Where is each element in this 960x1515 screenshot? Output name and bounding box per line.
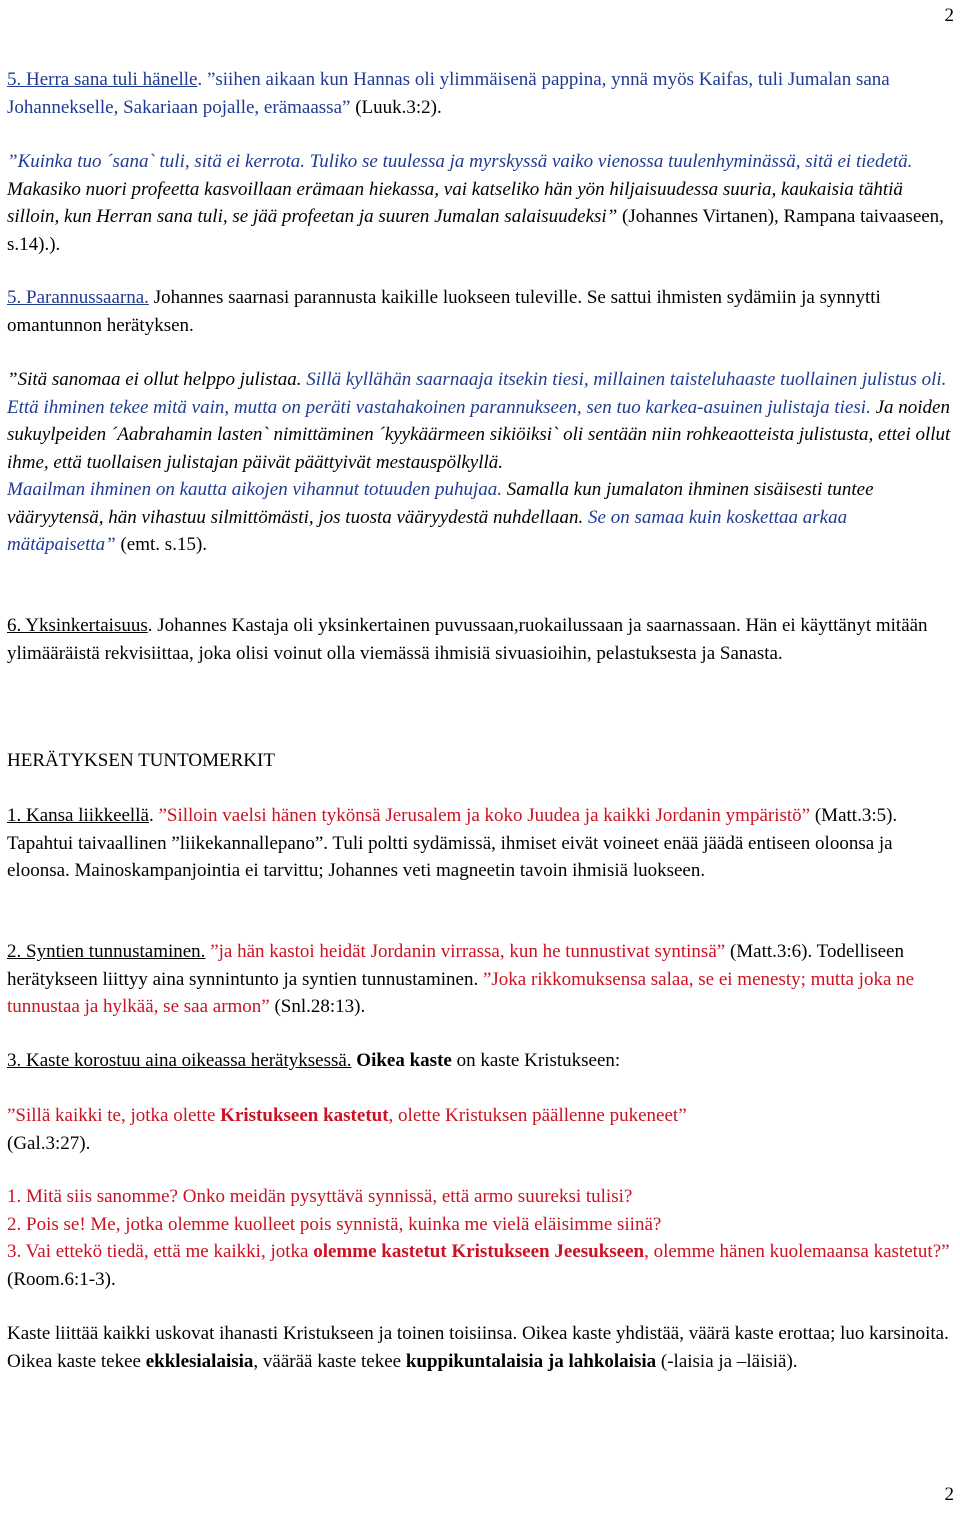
paragraph-herra-sana [7,66,955,121]
heading-dot-2: . [148,805,154,826]
text-syntien-tunnustaminen: (Matt.3:6). Todelliseen herätykseen liittyy aina synnintunto ja syntien tunnustaminen. [7,941,904,990]
ref-emt: (emt. s.15). [115,534,208,555]
quote-sita-sanomaa: ”Sitä sanomaa ei ollut helppo julistaa. [7,369,302,390]
ref-room: (Room.6:1-3). [7,1268,116,1290]
ref-virtanen: (Johannes Virtanen), Rampana taivaaseen, s.14).). [7,206,944,255]
room-line-1: 1. Mitä siis sanomme? Onko meidän pysyttävä synnissä, että armo suureksi tulisi? [7,1186,633,1207]
quote-matt-3-5: ”Silloin vaelsi hänen tykönsä Jerusalem ja koko Juudea ja kaikki Jordanin ympäristö” [153,805,811,826]
paragraph-room-quote [7,1183,955,1293]
paragraph-kaste [7,1047,955,1075]
quote-samalla-kun: Samalla kun jumalaton ihminen sisäisesti tuntee vääryytensä, hän vihastuu silmittömästi, jos tuosta vääryydestä nuhdellaan. [7,479,874,528]
heading-syntien-tunnustaminen: 2. Syntien tunnustaminen. [7,941,206,962]
quote-luuk: ”siihen aikaan kun Hannas oli ylimmäisenä pappina, ynnä myös Kaifas, tuli Jumalan sana Johannekselle, Sakariaan pojalle, erämaassa” [7,69,890,118]
paragraph-sanoma-quote [7,366,955,559]
quote-makasiko: Makasiko nuori profeetta kasvoillaan erämaan hiekassa, vai katseliko hän yön hiljaisuudessa suuria, kaukaisia tähtiä silloin, kun Herran sana tuli, se jää profeetan ja suuren Jumalan salaisuudeksi” [7,178,903,227]
room-line-3c: , olemme hänen kuolemaansa kastetut?” [644,1241,950,1262]
text-kansa-liikkeella: (Matt.3:5). Tapahtui taivaallinen ”liikekannallepano”. Tuli poltti sydämissä, ihmiset eivät voineet enää jäädä entiseen oloonsa ja eloonsa. Mainoskampanjointia ei tarvittu; Johannes veti magneetin tavoin ihmisiä luokseen. [7,805,898,881]
text-vaaraa-kaste: , väärää kaste tekee [253,1350,406,1372]
text-parannussaarna: Johannes saarnasi parannusta kaikille luokseen tuleville. Se sattui ihmisten sydämiin ja synnytti omantunnon herätyksen. [7,287,881,336]
ref-snl: (Snl.28:13). [269,996,366,1017]
quote-ja-noiden: Ja noiden sukuylpeiden ´Aabrahamin lasten` nimittäminen ´kyykäärmeen sikiöiksi` oli sentään niin rohkeaotteista julistusta, ettei ollut ihme, että tuollaisen julistajan päivät päättyivät mestauspölkyllä. [7,396,951,473]
heading-kaste: 3. Kaste korostuu aina oikeassa herätyksessä. [7,1050,352,1071]
quote-matt-3-6: ”ja hän kastoi heidät Jordanin virrassa, kun he tunnustivat syntinsä” [205,941,726,962]
heading-kansa-liikkeella: 1. Kansa liikkeellä [7,805,149,826]
page-number-top: 2 [944,5,954,26]
heading-dot: . [197,69,203,90]
quote-maailman-ihminen: Maailman ihminen on kautta aikojen vihannut totuuden puhujaa. [7,479,502,500]
text-oikea-kaste: Oikea kaste [356,1050,452,1071]
paragraph-gal-quote [7,1102,955,1157]
quote-silla-kyllahan: Sillä kyllähän saarnaaja itsekin tiesi, millainen taisteluhaaste tuollainen julistus oli. Että ihminen tekee mitä vain, mutta on peräti vastahakoinen parannukseen, sen tuo karkea-asuinen julistaja tiesi. [7,369,947,418]
ref-gal: (Gal.3:27). [7,1132,91,1154]
section-heading: HERÄTYKSEN TUNTOMERKIT [7,750,275,771]
paragraph-virtanen-quote [7,148,955,258]
room-line-3a: 3. Vai ettekö tiedä, että me kaikki, jotka [7,1241,314,1262]
heading-herra-sana: 5. Herra sana tuli hänelle [7,69,198,90]
page-number-bottom: 2 [944,1484,954,1505]
text-kaste-liittaa: Kaste liittää kaikki uskovat ihanasti Kristukseen ja toinen toisiinsa. Oikea kaste yhdistää, väärä kaste erottaa; luo karsinoita. Oikea kaste tekee [7,1323,949,1372]
text-ekklesialaisia: ekklesialaisia [145,1350,254,1372]
room-line-2: 2. Pois se! Me, jotka olemme kuolleet pois synnistä, kuinka me vielä eläisimme siinä? [7,1213,662,1235]
paragraph-syntien-tunnustaminen [7,938,955,1021]
quote-gal-end: , olette Kristuksen päällenne pukeneet” [388,1105,687,1126]
text-kuppikuntalaisia: kuppikuntalaisia ja lahkolaisia [405,1350,657,1372]
heading-parannussaarna: 5. Parannussaarna. [7,287,149,308]
text-laisia: (-laisia ja –läisiä). [656,1350,798,1372]
room-line-3b: olemme kastetut Kristukseen Jeesukseen [313,1241,645,1262]
quote-kuinka: ”Kuinka tuo ´sana` tuli, sitä ei kerrota. Tuliko se tuulessa ja myrskyssä vaiko vienossa tuulenhyminässä, sitä ei tiedetä. [7,151,913,172]
quote-se-on-samaa: Se on samaa kuin koskettaa arkaa mätäpaisetta” [7,506,848,555]
heading-yksinkertaisuus: 6. Yksinkertaisuus [7,615,148,636]
text-kaste-kristukseen: on kaste Kristukseen: [451,1050,621,1071]
paragraph-yksinkertaisuus [7,612,955,667]
quote-gal-start: ”Sillä kaikki te, jotka olette [7,1105,221,1126]
paragraph-parannussaarna [7,284,955,339]
paragraph-kaste-liittaa [7,1320,955,1375]
text-yksinkertaisuus: . Johannes Kastaja oli yksinkertainen puvussaan,ruokailussaan ja saarnassaan. Hän ei käyttänyt mitään ylimääräistä rekvisiittaa, joka olisi voinut olla viemässä ihmisiä sivuasioihin, pelastuksesta ja Sanasta. [7,615,928,664]
quote-snl: ”Joka rikkomuksensa salaa, se ei menesty; mutta joka ne tunnustaa ja hylkää, se saa armon” [7,968,915,1017]
quote-gal-bold: Kristukseen kastetut [220,1105,389,1126]
paragraph-kansa-liikkeella [7,802,955,885]
ref-luuk: (Luuk.3:2). [350,96,442,118]
